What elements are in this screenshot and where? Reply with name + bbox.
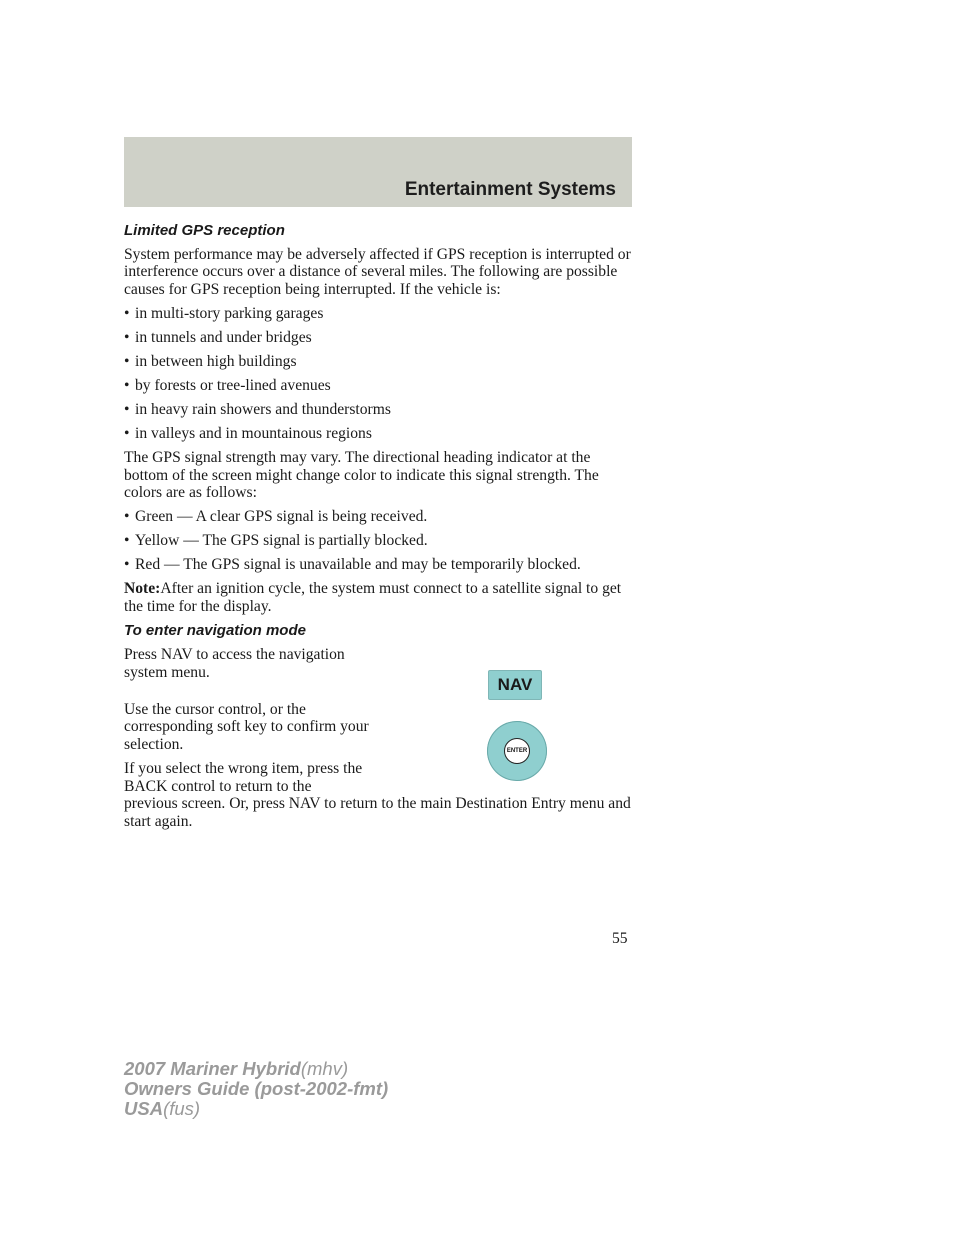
section-title: Entertainment Systems: [404, 179, 616, 200]
paragraph-cursor-control: Use the cursor control, or the corresponding soft key to confirm your selection.: [124, 701, 369, 753]
paragraph-signal-strength: The GPS signal strength may vary. The directional heading indicator at the bottom of the screen might change color to indicate this signal strength. The colors are as follows:: [124, 449, 599, 502]
list-item: • in valleys and in mountainous regions: [124, 425, 634, 442]
footer-model: 2007 Mariner Hybrid: [124, 1058, 301, 1079]
enter-control-icon: [487, 721, 547, 781]
heading-limited-gps-reception: Limited GPS reception: [124, 222, 285, 239]
section-header-band: [124, 137, 632, 207]
list-item: • in tunnels and under bridges: [124, 329, 634, 346]
paragraph-note: [124, 580, 634, 615]
list-item: • Yellow — The GPS signal is partially blocked.: [124, 532, 634, 549]
list-item: • in multi-story parking garages: [124, 305, 634, 322]
footer-line-market: [124, 1099, 388, 1119]
footer-market-code: (fus): [163, 1098, 201, 1119]
footer-model-code: (mhv): [300, 1058, 349, 1079]
note-text: After an ignition cycle, the system must connect to a satellite signal to get the time for the display.: [124, 580, 622, 615]
paragraph-gps-intro: System performance may be adversely affected if GPS reception is interrupted or interference occurs over a distance of several miles. The following are possible causes for GPS reception being interrupted. If the vehicle is:: [124, 246, 631, 298]
footer-guide: Owners Guide (post-2002-fmt): [124, 1078, 389, 1099]
list-item: • in between high buildings: [124, 353, 634, 370]
heading-enter-navigation-mode: To enter navigation mode: [124, 622, 306, 640]
list-item: • Red — The GPS signal is unavailable and may be temporarily blocked.: [124, 556, 634, 573]
footer-market: USA: [124, 1098, 164, 1119]
note-label: Note:: [124, 580, 161, 598]
paragraph-press-nav: Press NAV to access the navigation system menu.: [124, 646, 345, 681]
paragraph-wrong-item: If you select the wrong item, press the BACK control to return to the: [124, 760, 363, 795]
nav-button-icon: NAV: [488, 670, 542, 700]
list-gps-causes: [124, 305, 634, 442]
list-signal-colors: [124, 508, 634, 573]
list-item: • in heavy rain showers and thunderstorms: [124, 401, 634, 418]
footer-line-guide: [124, 1079, 388, 1099]
paragraph-wrong-item-continued: previous screen. Or, press NAV to return to the main Destination Entry menu and start again.: [124, 795, 631, 830]
list-item: • by forests or tree-lined avenues: [124, 377, 634, 394]
document-footer: [124, 1059, 388, 1119]
page-number: 55: [612, 930, 628, 947]
page-content: [124, 222, 634, 837]
list-item: • Green — A clear GPS signal is being received.: [124, 508, 634, 525]
enter-button-icon: ENTER: [504, 738, 530, 764]
footer-line-model: [124, 1059, 388, 1079]
